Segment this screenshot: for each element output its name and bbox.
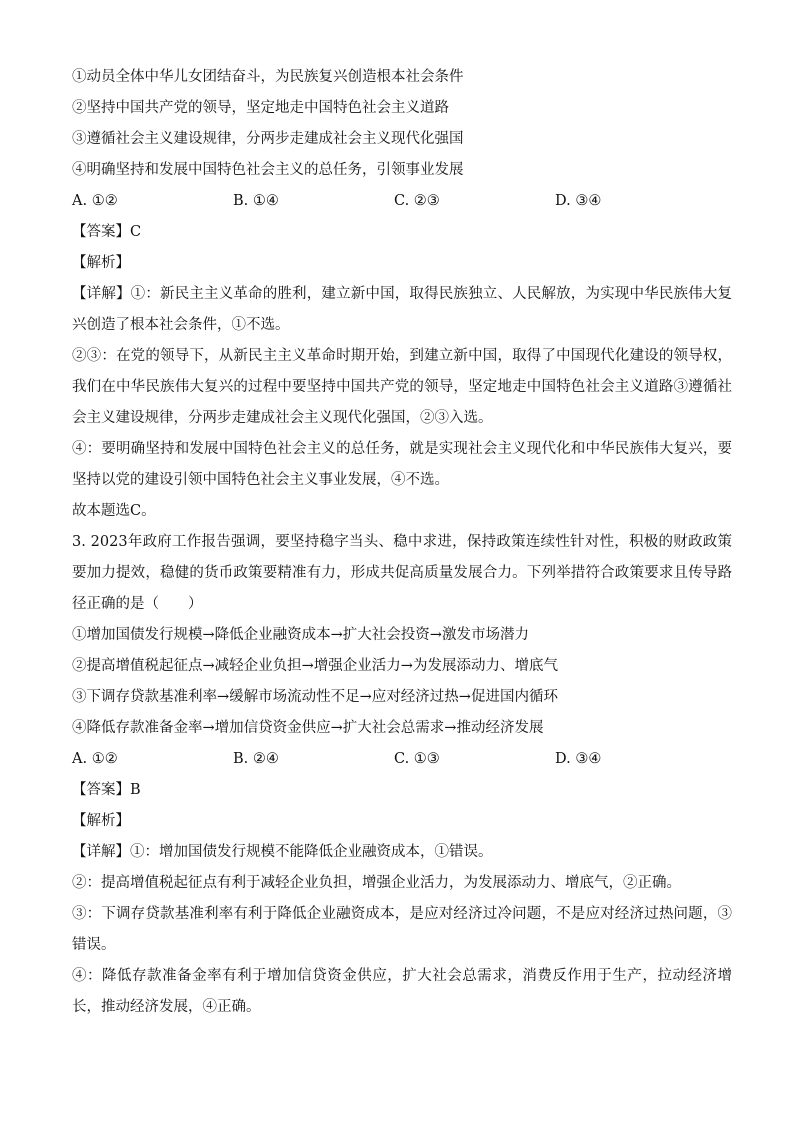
q3-detail-1: 【详解】①：增加国债发行规模不能降低企业融资成本，①错误。 <box>72 844 493 860</box>
q2-item-2: ②坚持中国共产党的领导，坚定地走中国特色社会主义道路 <box>72 100 449 116</box>
q3-item-2: ②提高增值税起征点→减轻企业负担→增强企业活力→为发展添动力、增底气 <box>72 658 558 674</box>
q3-option-a: A. ①② <box>72 751 118 767</box>
q2-option-a: A. ①② <box>72 193 118 209</box>
q3-detail-2: ②：提高增值税起征点有利于减轻企业负担，增强企业活力，为发展添动力、增底气，②正确。 <box>72 875 681 891</box>
q3-stem: 3. 2023年政府工作报告强调，要坚持稳字当头、稳中求进，保持政策连续性针对性，积极的财政政策要加力提效，稳健的货币政策要精准有力，形成共促高质量发展合力。下列举措符合政策要求且传导路径正确的是（ ） <box>72 534 732 612</box>
q2-answer: 【答案】C <box>72 224 142 240</box>
q2-detail-3: ④：要明确坚持和发展中国特色社会主义的总任务，就是实现社会主义现代化和中华民族伟大复兴，要坚持以党的建设引领中国特色社会主义事业发展，④不选。 <box>72 441 732 488</box>
q3-option-d: D. ③④ <box>555 751 602 767</box>
q3-option-c: C. ①③ <box>394 751 440 767</box>
q3-item-3: ③下调存贷款基准利率→缓解市场流动性不足→应对经济过热→促进国内循环 <box>72 689 558 705</box>
q2-option-d: D. ③④ <box>555 193 602 209</box>
q3-option-b: B. ②④ <box>233 751 279 767</box>
q3-detail-3: ③：下调存贷款基准利率有利于降低企业融资成本，是应对经济过冷问题，不是应对经济过热问题，③错误。 <box>72 906 732 953</box>
q3-analysis-label: 【解析】 <box>72 813 130 829</box>
q2-item-3: ③遵循社会主义建设规律，分两步走建成社会主义现代化强国 <box>72 131 464 147</box>
q2-item-4: ④明确坚持和发展中国特色社会主义的总任务，引领事业发展 <box>72 162 464 178</box>
q3-detail-4: ④：降低存款准备金率有利于增加信贷资金供应，扩大社会总需求，消费反作用于生产，拉动经济增长，推动经济发展，④正确。 <box>72 968 732 1015</box>
q3-item-1: ①增加国债发行规模→降低企业融资成本→扩大社会投资→激发市场潜力 <box>72 627 529 643</box>
q3-item-4: ④降低存款准备金率→增加信贷资金供应→扩大社会总需求→推动经济发展 <box>72 720 544 736</box>
document-page <box>72 62 732 1023</box>
q3-answer: 【答案】B <box>72 782 141 798</box>
q2-item-1: ①动员全体中华儿女团结奋斗，为民族复兴创造根本社会条件 <box>72 69 464 85</box>
q2-detail-2: ②③：在党的领导下，从新民主主义革命时期开始，到建立新中国，取得了中国现代化建设的领导权，我们在中华民族伟大复兴的过程中要坚持中国共产党的领导，坚定地走中国特色社会主义道路③遵循社会主义建设规律，分两步走建成社会主义现代化强国，②③入选。 <box>72 348 732 426</box>
q2-analysis-label: 【解析】 <box>72 255 130 271</box>
q3-options <box>72 744 732 775</box>
question-3-block <box>72 527 732 1023</box>
q2-option-c: C. ②③ <box>394 193 440 209</box>
question-2-block <box>72 62 732 527</box>
q2-options <box>72 186 732 217</box>
q2-conclusion: 故本题选C。 <box>72 503 156 519</box>
q2-detail-1: 【详解】①：新民主主义革命的胜利，建立新中国，取得民族独立、人民解放，为实现中华民族伟大复兴创造了根本社会条件，①不选。 <box>72 286 732 333</box>
q2-option-b: B. ①④ <box>233 193 279 209</box>
